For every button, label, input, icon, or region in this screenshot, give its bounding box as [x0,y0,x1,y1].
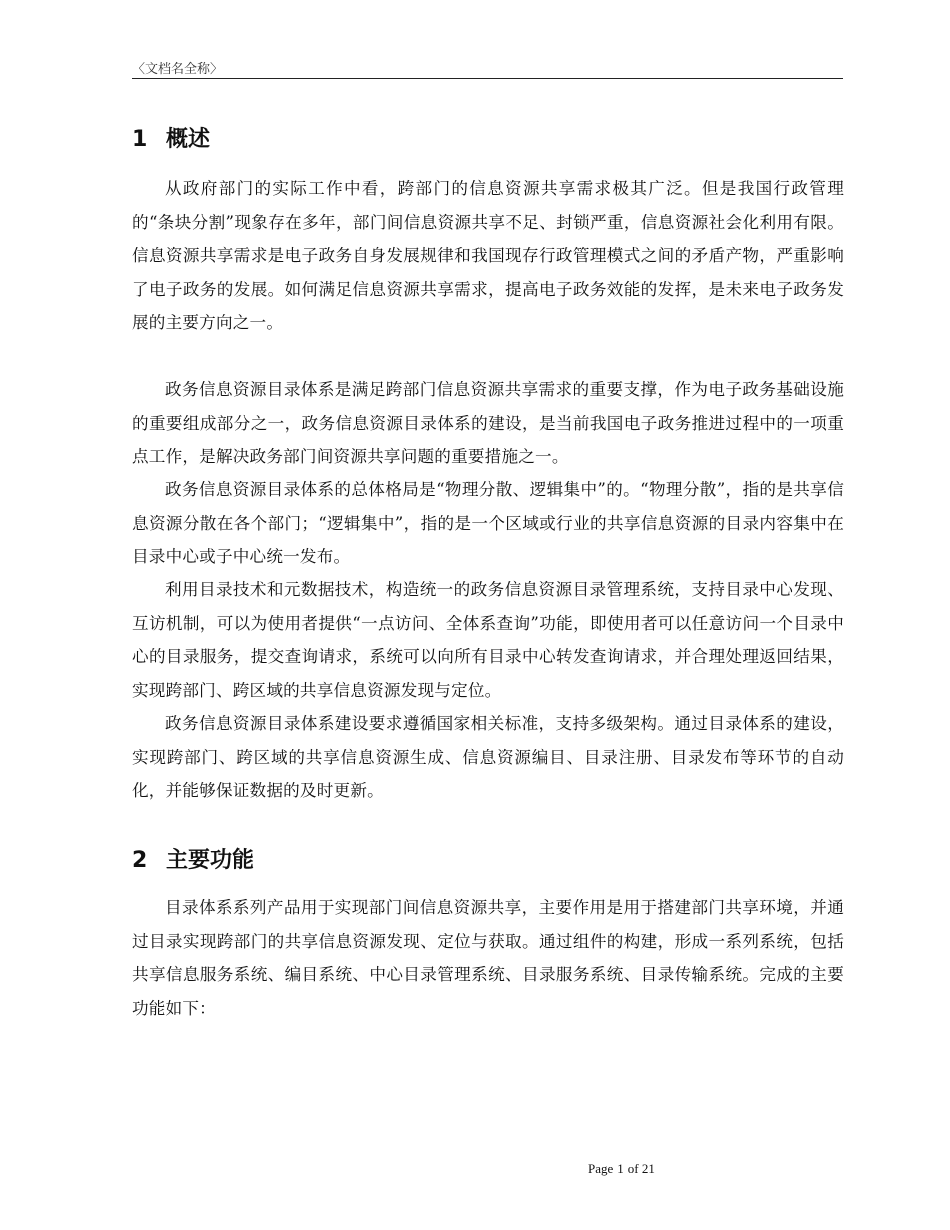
paragraph: 利用目录技术和元数据技术，构造统一的政务信息资源目录管理系统，支持目录中心发现、互访机制，可以为使用者提供“一点访问、全体系查询”功能，即使用者可以任意访问一个目录中心的目录服务，提交查询请求，系统可以向所有目录中心转发查询请求，并合理处理返回结果，实现跨部门、跨区域的共享信息资源发现与定位。 [132,580,844,700]
paragraph: 政务信息资源目录体系是满足跨部门信息资源共享需求的重要支撑，作为电子政务基础设施的重要组成部分之一，政务信息资源目录体系的建设，是当前我国电子政务推进过程中的一项重点工作，是解决政务部门间资源共享问题的重要措施之一。 [132,380,844,466]
paragraph: 政务信息资源目录体系的总体格局是“物理分散、逻辑集中”的。“物理分散”，指的是共享信息资源分散在各个部门；“逻辑集中”，指的是一个区域或行业的共享信息资源的目录内容集中在目录中心或子中心统一发布。 [132,480,844,566]
page-footer [588,1161,659,1177]
paragraph: 目录体系系列产品用于实现部门间信息资源共享，主要作用是用于搭建部门共享环境，并通过目录实现跨部门的共享信息资源发现、定位与获取。通过组件的构建，形成一系列系统，包括共享信息服务系统、编目系统、中心目录管理系统、目录服务系统、目录传输系统。完成的主要功能如下： [132,898,844,1018]
page-label: Page [588,1161,614,1176]
section-heading-overview [132,122,210,153]
page-number: 1 [617,1161,624,1176]
page-total: of 21 [627,1161,655,1176]
section-title: 概述 [166,127,211,152]
page-header [132,58,843,79]
section-title: 主要功能 [166,848,255,873]
paragraph: 政务信息资源目录体系建设要求遵循国家相关标准，支持多级架构。通过目录体系的建设，实现跨部门、跨区域的共享信息资源生成、信息资源编目、目录注册、目录发布等环节的自动化，并能够保证数据的及时更新。 [132,714,844,800]
section-number: 1 [132,127,148,152]
paragraph: 从政府部门的实际工作中看，跨部门的信息资源共享需求极其广泛。但是我国行政管理的“条块分割”现象存在多年，部门间信息资源共享不足、封锁严重，信息资源社会化利用有限。信息资源共享需求是电子政务自身发展规律和我国现存行政管理模式之间的矛盾产物，严重影响了电子政务的发展。如何满足信息资源共享需求，提高电子政务效能的发挥，是未来电子政务发展的主要方向之一。 [132,179,844,332]
section-heading-main-functions [132,843,254,874]
section-number: 2 [132,848,148,873]
document-title: 〈文档名全称〉 [132,62,224,77]
